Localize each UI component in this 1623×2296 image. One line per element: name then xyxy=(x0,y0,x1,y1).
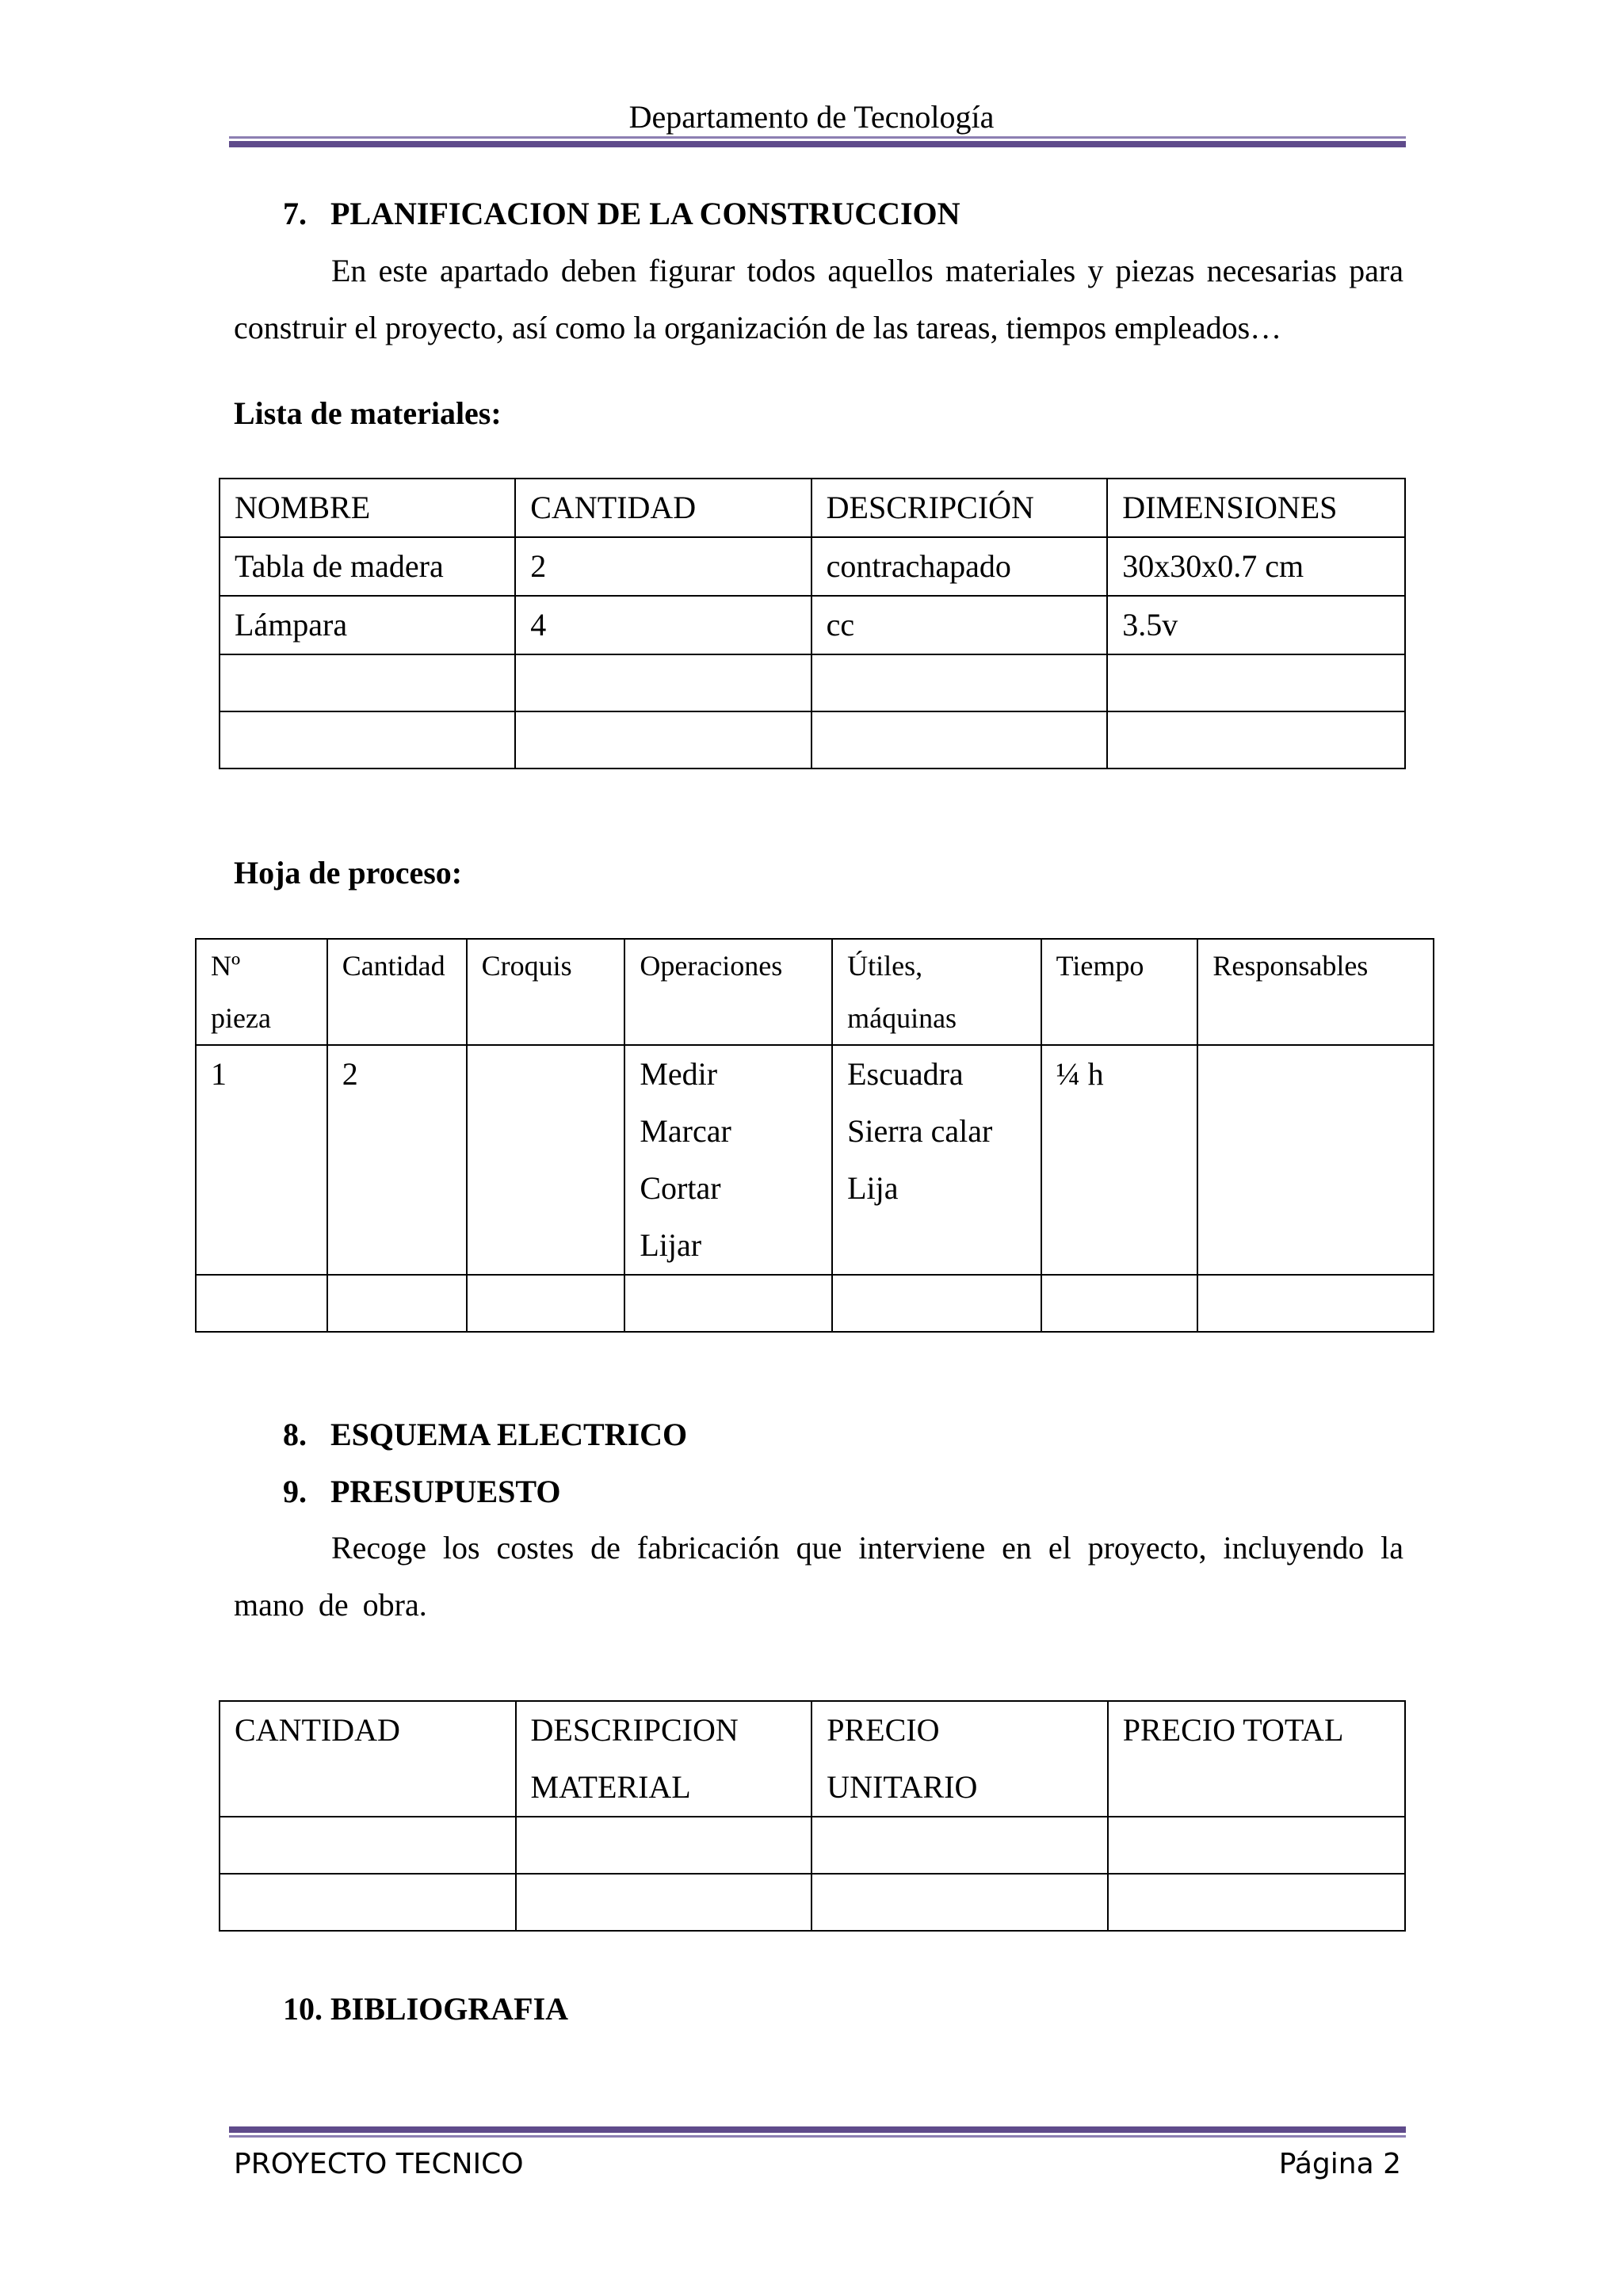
section-8-title: ESQUEMA ELECTRICO xyxy=(330,1417,688,1452)
cell-text: máquinas xyxy=(847,1002,957,1034)
cell-text: Tiempo xyxy=(1056,950,1144,982)
table-cell: 2 xyxy=(515,537,811,596)
table-row xyxy=(220,596,1405,654)
table-cell: 30x30x0.7 cm xyxy=(1107,537,1405,596)
table-cell: 3.5v xyxy=(1107,596,1405,654)
table-cell xyxy=(1107,654,1405,711)
table-cell xyxy=(196,1275,327,1332)
column-header: CANTIDAD xyxy=(515,479,811,537)
table-cell: Lámpara xyxy=(220,596,515,654)
column-header xyxy=(1108,1701,1405,1817)
table-cell xyxy=(624,1045,832,1275)
table-cell: cc xyxy=(812,596,1108,654)
table-cell xyxy=(516,1817,812,1874)
header-title: Departamento de Tecnología xyxy=(628,99,995,135)
cell-text: PRECIO TOTAL xyxy=(1122,1712,1344,1748)
header-rule xyxy=(229,136,1406,147)
cell-text: Lija xyxy=(847,1170,899,1206)
section-7-heading xyxy=(283,192,960,236)
table-cell xyxy=(1041,1275,1198,1332)
cell-text: MATERIAL xyxy=(530,1769,691,1805)
cell-text: PRECIO xyxy=(827,1712,940,1748)
cell-text: Croquis xyxy=(481,950,572,982)
budget-table xyxy=(219,1700,1406,1932)
table-row xyxy=(220,537,1405,596)
table-cell xyxy=(812,1817,1107,1874)
column-header xyxy=(1041,939,1198,1045)
cell-text: DESCRIPCION xyxy=(530,1712,739,1748)
section-7-number: 7. xyxy=(283,196,307,231)
cell-text: Operaciones xyxy=(640,950,783,982)
column-header xyxy=(220,1701,516,1817)
materials-table xyxy=(219,478,1406,769)
column-header xyxy=(812,1701,1107,1817)
table-cell xyxy=(467,1045,625,1275)
table-cell xyxy=(1107,711,1405,769)
cell-text: Útiles, xyxy=(847,950,923,982)
section-10-title: BIBLIOGRAFIA xyxy=(330,1991,569,2027)
table-cell xyxy=(220,654,515,711)
column-header xyxy=(832,939,1041,1045)
column-header xyxy=(1197,939,1434,1045)
section-9-heading xyxy=(283,1470,560,1514)
table-cell xyxy=(1197,1045,1434,1275)
table-cell xyxy=(327,1045,467,1275)
table-cell xyxy=(1108,1817,1405,1874)
column-header xyxy=(516,1701,812,1817)
table-row xyxy=(220,1817,1405,1874)
process-table xyxy=(195,938,1434,1333)
table-cell: 4 xyxy=(515,596,811,654)
table-cell xyxy=(220,1874,516,1931)
cell-text: Lijar xyxy=(640,1227,702,1263)
column-header: NOMBRE xyxy=(220,479,515,537)
footer-project-name: PROYECTO TECNICO xyxy=(234,2148,524,2180)
table-cell xyxy=(1108,1874,1405,1931)
cell-text: 1 xyxy=(211,1056,227,1092)
cell-text: ¼ h xyxy=(1056,1056,1104,1092)
materials-label: Lista de materiales: xyxy=(234,395,502,431)
column-header xyxy=(467,939,625,1045)
table-cell xyxy=(1197,1275,1434,1332)
section-9-number: 9. xyxy=(283,1474,307,1509)
section-9-title: PRESUPUESTO xyxy=(330,1474,561,1509)
table-row xyxy=(196,1045,1434,1275)
cell-text: UNITARIO xyxy=(827,1769,978,1805)
table-cell xyxy=(515,711,811,769)
column-header xyxy=(624,939,832,1045)
cell-text: Nº xyxy=(211,950,241,982)
table-row xyxy=(220,1874,1405,1931)
table-header-row xyxy=(220,479,1405,537)
cell-text: Cantidad xyxy=(342,950,445,982)
section-9-text: Recoge los costes de fabricación que interviene en el proyecto, incluyendo la mano de obra. xyxy=(234,1530,1403,1623)
table-row xyxy=(220,711,1405,769)
section-8-heading xyxy=(283,1413,687,1457)
column-header: DIMENSIONES xyxy=(1107,479,1405,537)
table-cell xyxy=(1041,1045,1198,1275)
table-cell xyxy=(220,711,515,769)
cell-text: Cortar xyxy=(640,1170,721,1206)
table-row xyxy=(220,654,1405,711)
process-label: Hoja de proceso: xyxy=(234,855,463,891)
table-row xyxy=(196,1275,1434,1332)
table-cell xyxy=(196,1045,327,1275)
table-cell xyxy=(812,1874,1107,1931)
footer-rule xyxy=(229,2126,1406,2138)
table-cell xyxy=(832,1275,1041,1332)
section-7-title: PLANIFICACION DE LA CONSTRUCCION xyxy=(330,196,960,231)
table-header-row xyxy=(220,1701,1405,1817)
table-cell xyxy=(812,654,1108,711)
cell-text: Responsables xyxy=(1212,950,1369,982)
cell-text: Escuadra xyxy=(847,1056,964,1092)
column-header xyxy=(327,939,467,1045)
table-cell xyxy=(220,1817,516,1874)
section-8-number: 8. xyxy=(283,1417,307,1452)
table-cell xyxy=(516,1874,812,1931)
table-cell xyxy=(812,711,1108,769)
column-header xyxy=(196,939,327,1045)
table-cell xyxy=(467,1275,625,1332)
cell-text: pieza xyxy=(211,1002,271,1034)
cell-text: Medir xyxy=(640,1056,718,1092)
table-cell xyxy=(624,1275,832,1332)
table-cell xyxy=(327,1275,467,1332)
section-7-text: En este apartado deben figurar todos aquellos materiales y piezas necesarias para construir el proyecto, así como la organización de las tareas, tiempos empleados… xyxy=(234,253,1403,345)
table-cell: contrachapado xyxy=(812,537,1108,596)
cell-text: 2 xyxy=(342,1056,358,1092)
column-header: DESCRIPCIÓN xyxy=(812,479,1108,537)
table-cell xyxy=(515,654,811,711)
footer-page-number: Página 2 xyxy=(1278,2148,1401,2180)
cell-text: Marcar xyxy=(640,1113,731,1149)
table-header-row xyxy=(196,939,1434,1045)
section-10-heading xyxy=(283,1987,568,2031)
cell-text: CANTIDAD xyxy=(235,1712,400,1748)
table-cell xyxy=(832,1045,1041,1275)
cell-text: Sierra calar xyxy=(847,1113,993,1149)
table-cell: Tabla de madera xyxy=(220,537,515,596)
section-10-number: 10. xyxy=(283,1991,323,2027)
